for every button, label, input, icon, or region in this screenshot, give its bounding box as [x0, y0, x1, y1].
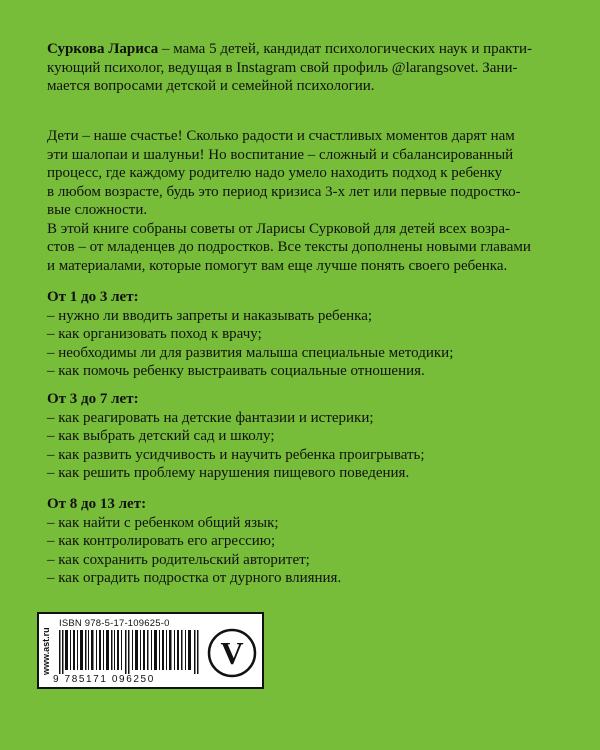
intro-line: Дети – наше счастье! Сколько радости и счастливых моментов дарят нам	[47, 128, 515, 144]
barcode-box	[37, 612, 264, 689]
intro-line: эти шалопаи и шалуньи! Но воспитание – сложный и сбалансированный	[47, 146, 514, 163]
author-name: Суркова Лариса	[47, 41, 159, 57]
bio-line-3: мается вопросами детской и семейной психологии.	[47, 78, 375, 94]
list-item: – как сохранить родительский авторитет;	[47, 551, 310, 568]
topic-list	[47, 307, 559, 381]
intro-line: процесс, где каждому родителю надо умело находить подход к ребенку	[47, 165, 503, 181]
intro-line: вые сложности.	[47, 202, 148, 218]
bio-line-1: Суркова Лариса – мама 5 детей, кандидат психологических наук и практи-	[47, 41, 532, 57]
topic-list	[47, 514, 559, 588]
author-bio	[47, 40, 559, 96]
list-item: – как выбрать детский сад и школу;	[47, 428, 275, 444]
barcode-icon	[59, 630, 199, 674]
section-title: От 1 до 3 лет:	[47, 289, 139, 305]
list-item: – как развить усидчивость и научить ребенка проигрывать;	[47, 446, 425, 463]
section-title: От 3 до 7 лет:	[47, 391, 139, 407]
list-item: – нужно ли вводить запреты и наказывать ребенка;	[47, 307, 373, 324]
intro-line: и материалами, которые помогут вам еще лучше понять своего ребенка.	[47, 257, 508, 274]
topic-list	[47, 409, 559, 483]
section-age-1-3	[47, 288, 559, 381]
publisher-logo-icon	[207, 628, 257, 678]
section-title: От 8 до 13 лет:	[47, 496, 147, 512]
list-item: – как оградить подростка от дурного влияния.	[47, 570, 342, 586]
book-description	[47, 127, 559, 275]
isbn-text: ISBN 978-5-17-109625-0	[59, 618, 170, 629]
logo-letter: V	[220, 635, 244, 671]
ean-number: 9 785171 096250	[53, 674, 155, 685]
bio-line-2: кующий психолог, ведущая в Instagram свой профиль @larangsovet. Зани-	[47, 59, 518, 76]
list-item: – необходимы ли для развития малыша специальные методики;	[47, 344, 454, 361]
list-item: – как контролировать его агрессию;	[47, 533, 276, 549]
intro-line: стов – от младенцев до подростков. Все тексты дополнены новыми главами	[47, 239, 531, 255]
list-item: – как реагировать на детские фантазии и истерики;	[47, 409, 374, 426]
list-item: – как решить проблему нарушения пищевого поведения.	[47, 465, 410, 481]
list-item: – как найти с ребенком общий язык;	[47, 514, 279, 531]
list-item: – как помочь ребенку выстраивать социальные отношения.	[47, 363, 425, 379]
section-age-3-7	[47, 390, 559, 483]
section-age-8-13	[47, 495, 559, 588]
intro-line: В этой книге собраны советы от Ларисы Сурковой для детей всех возра-	[47, 220, 511, 237]
intro-line: в любом возрасте, будь это период кризиса 3-х лет или первые подростко-	[47, 183, 521, 200]
list-item: – как организовать поход к врачу;	[47, 326, 262, 342]
publisher-site: www.ast.ru	[41, 627, 51, 675]
